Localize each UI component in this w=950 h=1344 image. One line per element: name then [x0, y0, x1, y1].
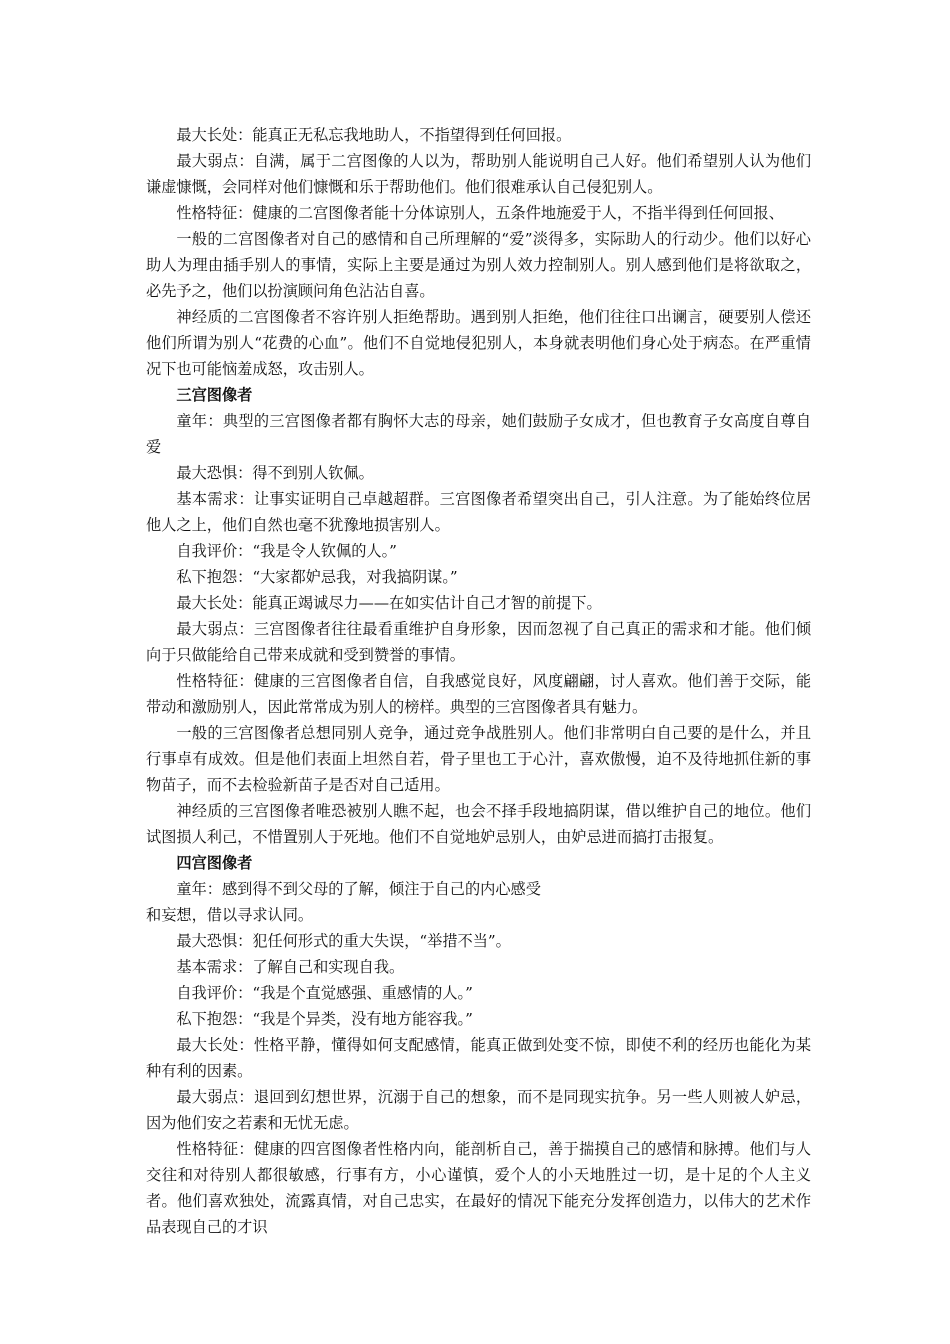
- paragraph: 性格特征：健康的三宫图像者自信，自我感觉良好，风度翩翩，讨人喜欢。他们善于交际，能带动和激励别人，因此常常成为别人的榜样。典型的三宫图像者具有魅力。: [146, 672, 811, 716]
- paragraph: 最大长处：性格平静，懂得如何支配感情，能真正做到处变不惊，即使不利的经历也能化为某种有利的因素。: [146, 1036, 811, 1080]
- paragraph: 最大弱点：自满，属于二宫图像的人以为，帮助别人能说明自己人好。他们希望别人认为他们谦虚慷慨，会同样对他们慷慨和乐于帮助他们。他们很难承认自己侵犯别人。: [146, 152, 811, 196]
- paragraph: 最大恐惧：得不到别人钦佩。: [176, 464, 374, 482]
- paragraph: 最大弱点：三宫图像者往往最看重维护自身形象，因而忽视了自己真正的需求和才能。他们倾向于只做能给自己带来成就和受到赞誉的事情。: [146, 620, 811, 664]
- paragraph: 童年：感到得不到父母的了解，倾注于自己的内心感受: [176, 880, 541, 898]
- paragraph: 神经质的三宫图像者唯恐被别人瞧不起，也会不择手段地搞阴谋，借以维护自己的地位。他们试图损人利己，不惜置别人于死地。他们不自觉地妒忌别人，由妒忌进而搞打击报复。: [146, 802, 811, 846]
- paragraph: 童年：典型的三宫图像者都有胸怀大志的母亲，她们鼓励子女成才，但也教育子女高度自尊自爱: [146, 412, 811, 456]
- paragraph: 一般的三宫图像者总想同别人竞争，通过竞争战胜别人。他们非常明白自己要的是什么，并且行事卓有成效。但是他们表面上坦然自若，骨子里也工于心汁，喜欢傲慢，迫不及待地抓住新的事物苗子，而不去检验新苗子是否对自己适用。: [146, 724, 811, 794]
- paragraph: 私下抱怨：“我是个异类，没有地方能容我。”: [176, 1010, 473, 1028]
- section-heading: 三宫图像者: [176, 386, 253, 404]
- paragraph: 神经质的二宫图像者不容许别人拒绝帮助。遇到别人拒绝，他们往往口出谰言，硬要别人偿还他们所谓为别人“花费的心血”。他们不自觉地侵犯别人，本身就表明他们身心处于病态。在严重情况下也可能恼羞成怒，攻击别人。: [146, 308, 811, 378]
- paragraph: 最大恐惧：犯任何形式的重大失误，“举措不当”。: [176, 932, 511, 950]
- paragraph: 性格特征：健康的四宫图像者性格内向，能剖析自己，善于揣摸自己的感情和脉搏。他们与人交往和对待别人都很敏感，行事有方，小心谨慎，爱个人的小天地胜过一切，是十足的个人主义者。他们喜欢独处，流露真情，对自己忠实，在最好的情况下能充分发挥创造力，以伟大的艺术作品表现自己的才识: [146, 1140, 811, 1236]
- paragraph: 基本需求：了解自己和实现自我。: [176, 958, 405, 976]
- section-heading: 四宫图像者: [176, 854, 253, 872]
- paragraph: 一般的二宫图像者对自己的感情和自己所理解的“爱”淡得多，实际助人的行动少。他们以好心助人为理由插手别人的事情，实际上主要是通过为别人效力控制别人。别人感到他们是将欲取之，必先予之，他们以扮演顾问角色沾沾自喜。: [146, 230, 811, 300]
- paragraph: 自我评价：“我是令人钦佩的人。”: [176, 542, 397, 560]
- paragraph: 最大弱点：退回到幻想世界，沉溺于自己的想象，而不是同现实抗争。另一些人则被人妒忌，因为他们安之若素和无忧无虑。: [146, 1088, 811, 1132]
- document-page: [146, 122, 811, 1240]
- paragraph: 最大长处：能真正无私忘我地助人，不指望得到任何回报。: [176, 126, 572, 144]
- paragraph: 私下抱怨：“大家都妒忌我，对我搞阴谋。”: [176, 568, 458, 586]
- paragraph: 自我评价：“我是个直觉感强、重感情的人。”: [176, 984, 473, 1002]
- paragraph: 和妄想，借以寻求认同。: [146, 906, 314, 924]
- paragraph: 基本需求：让事实证明自己卓越超群。三宫图像者希望突出自己，引人注意。为了能始终位居他人之上，他们自然也毫不犹豫地损害别人。: [146, 490, 811, 534]
- paragraph: 最大长处：能真正竭诚尽力——在如实估计自己才智的前提下。: [176, 594, 602, 612]
- paragraph: 性格特征：健康的二宫图像者能十分体谅别人，五条件地施爱于人，不指半得到任何回报、: [176, 204, 784, 222]
